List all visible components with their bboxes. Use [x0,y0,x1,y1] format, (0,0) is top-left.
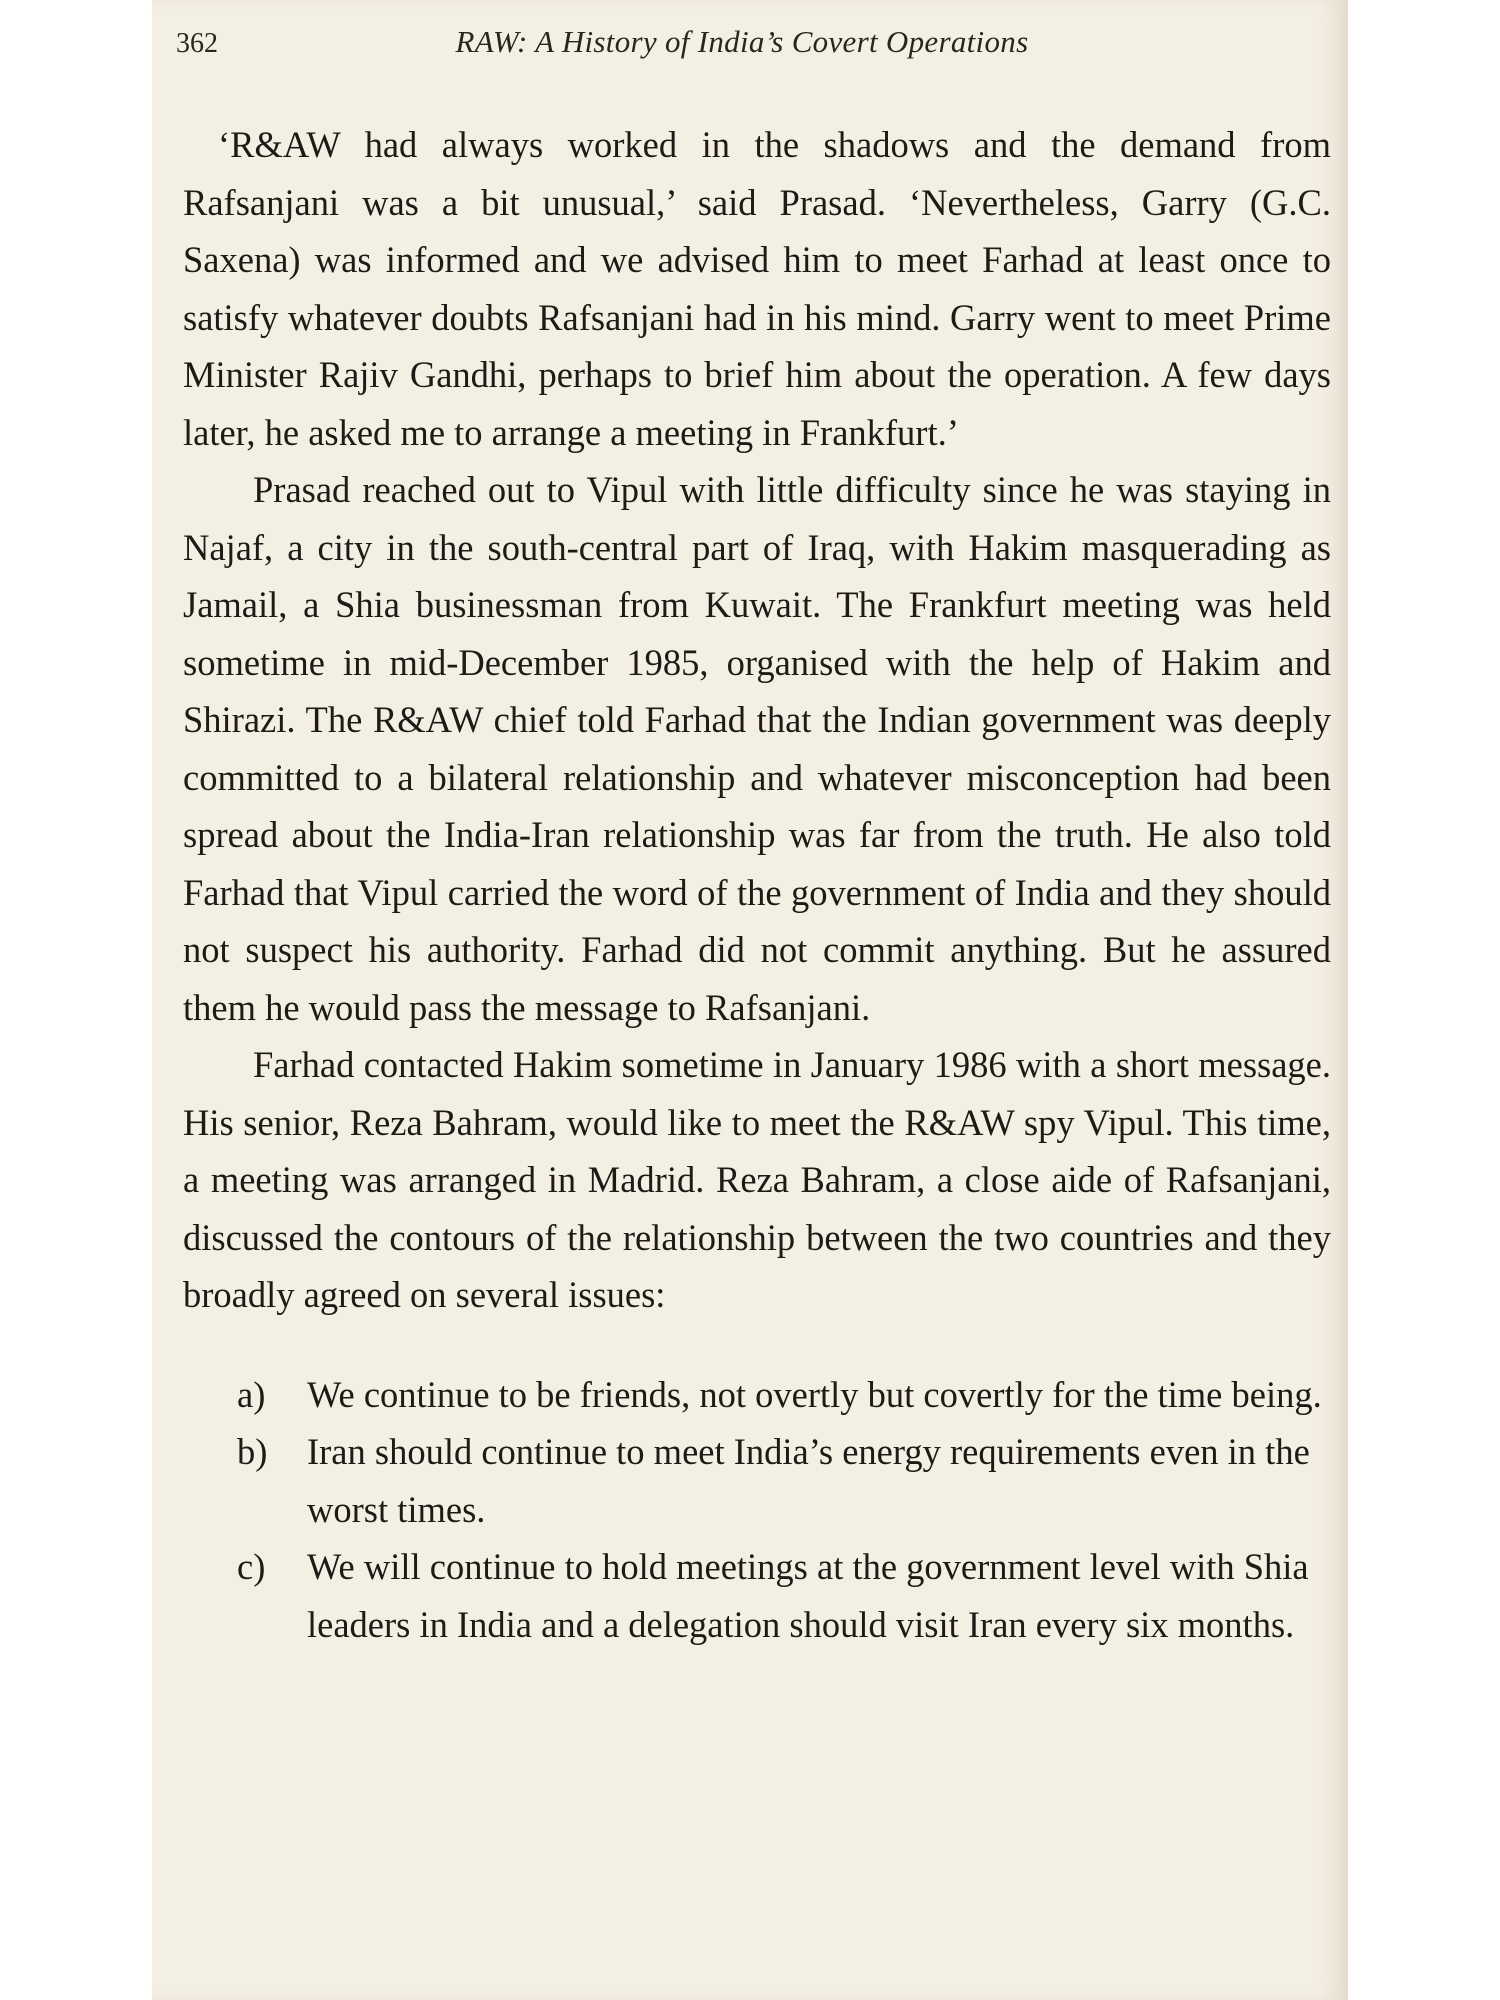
list-item [183,1423,1331,1538]
list-marker: a) [237,1373,266,1415]
list-item [183,1538,1331,1653]
paragraph: Prasad reached out to Vipul with little difficulty since he was staying in Najaf, a city in the south-central part of Iraq, with Hakim masquerading as Jamail, a Shia businessman from Kuwait. The Frankfurt meeting was held sometime in mid-December 1985, organised with the help of Hakim and Shirazi. The R&AW chief told Farhad that the Indian government was deeply committed to a bilateral relationship and whatever misconception had been spread about the India-Iran relationship was far from the truth. He also told Farhad that Vipul carried the word of the government of India and they should not suspect his authority. Farhad did not commit anything. But he assured them he would pass the message to Rafsanjani. [183,469,1331,1028]
body-text [183,116,1331,1653]
list-marker: b) [237,1431,268,1472]
running-title: RAW: A History of India’s Covert Operations [455,24,1029,59]
book-page [152,0,1348,2000]
list-item [183,1366,1331,1424]
paragraph: ‘R&AW had always worked in the shadows and the demand from Rafsanjani was a bit unusual,’ said Prasad. ‘Nevertheless, Garry (G.C. Saxena) was informed and we advised him to meet Farhad at least once to satisfy whatever doubts Rafsanjani had in his mind. Garry went to meet Prime Minister Rajiv Gandhi, perhaps to brief him about the operation. A few days later, he asked me to arrange a meeting in Frankfurt.’ [183,124,1331,453]
list-item-text: Iran should continue to meet India’s energy requirements even in the worst times. [307,1431,1310,1530]
page-number: 362 [176,28,218,59]
issues-list [183,1366,1331,1654]
page-header [176,24,1308,74]
paragraph: Farhad contacted Hakim sometime in January 1986 with a short message. His senior, Reza Bahram, would like to meet the R&AW spy Vipul. This time, a meeting was arranged in Madrid. Reza Bahram, a close aide of Rafsanjani, discussed the contours of the relationship between the two countries and they broadly agreed on several issues: [183,1044,1331,1315]
list-item-text: We continue to be friends, not overtly but covertly for the time being. [307,1373,1322,1415]
list-item-text: We will continue to hold meetings at the government level with Shia leaders in India and a delegation should visit Iran every six months. [307,1546,1309,1645]
list-marker: c) [237,1546,266,1587]
